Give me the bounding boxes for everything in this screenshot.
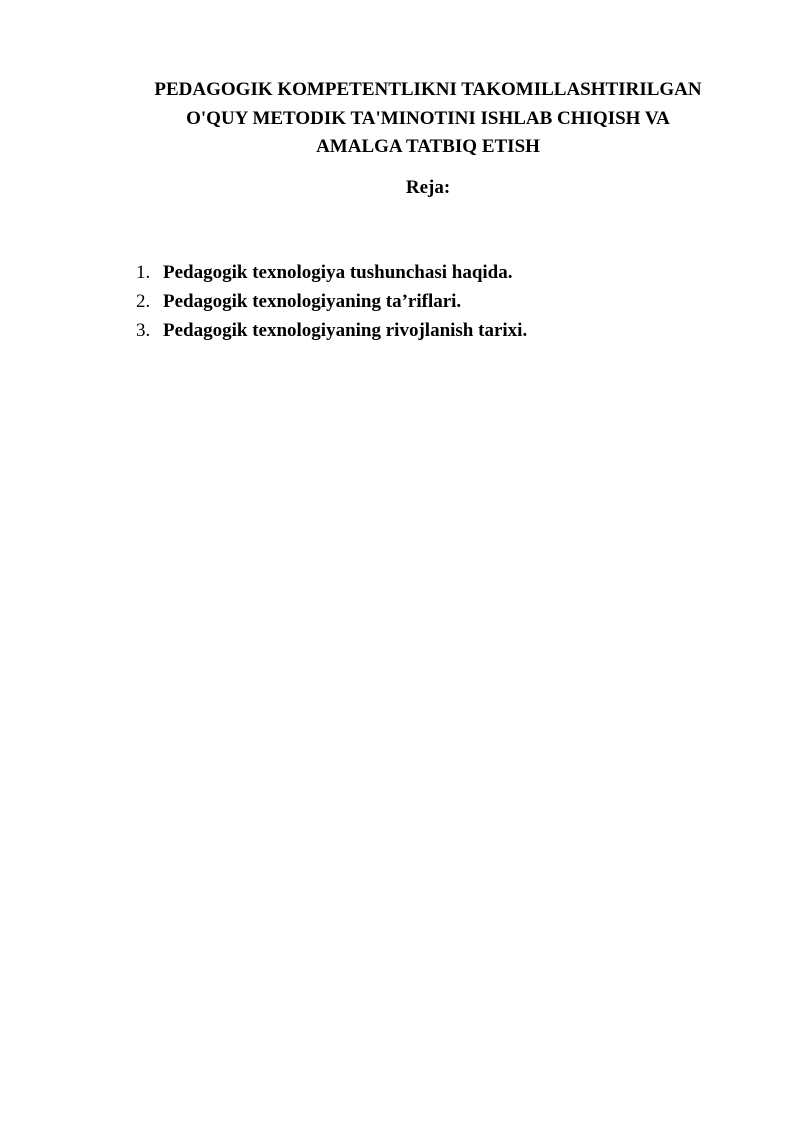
list-item-number: 2. (136, 291, 151, 312)
list-item (136, 316, 527, 345)
plan-heading: Reja: (405, 177, 451, 198)
list-item-text: Pedagogik texnologiyaning ta’riflari. (163, 291, 462, 312)
list-item (136, 258, 527, 287)
list-item-text: Pedagogik texnologiya tushunchasi haqida. (163, 262, 513, 283)
list-item (136, 287, 527, 316)
title-line: AMALGA TATBIQ ETISH (316, 136, 540, 157)
list-item-number: 1. (136, 262, 151, 283)
title-line: O'QUY METODIK TA'MINOTINI ISHLAB CHIQISH VA (186, 107, 670, 129)
list-item-text: Pedagogik texnologiyaning rivojlanish tarixi. (163, 320, 528, 341)
plan-list (136, 258, 527, 345)
list-item-number: 3. (136, 320, 151, 341)
title-line: PEDAGOGIK KOMPETENTLIKNI TAKOMILLASHTIRILGAN (154, 79, 702, 100)
document-title (100, 76, 756, 162)
